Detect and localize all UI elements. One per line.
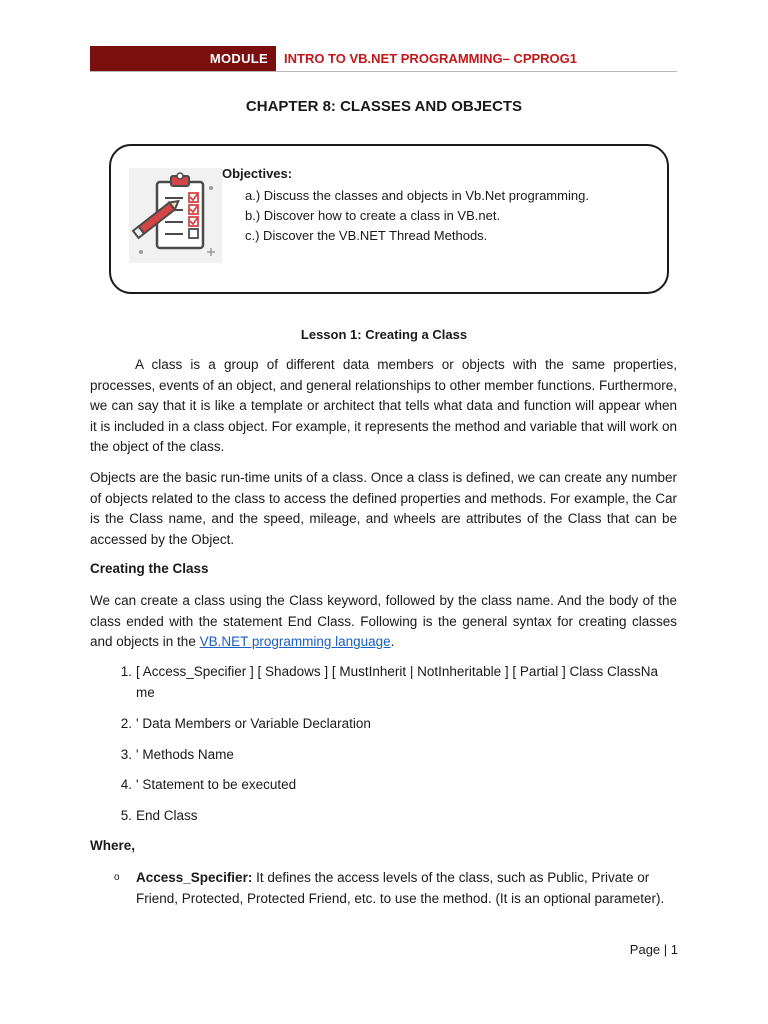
creating-class-heading: Creating the Class xyxy=(90,561,209,576)
paragraph-text: We can create a class using the Class keyword, followed by the class name. And the body of the class ended with the statement End Class. Following is the general syntax for creating classes and objects in the xyxy=(90,593,677,649)
syntax-line xyxy=(90,775,677,796)
list-number: 5. xyxy=(120,808,132,823)
chapter-title: CHAPTER 8: CLASSES AND OBJECTS xyxy=(245,98,523,115)
paragraph-objects-definition: Objects are the basic run-time units of a class. Once a class is defined, we can create any number of objects related to the class to access the defined properties and methods. For example, the Car is the Class name, and the speed, mileage, and wheels are attributes of the Class that can be accessed by the Object. xyxy=(90,470,677,547)
objectives-box xyxy=(109,144,669,294)
objectives-heading: Objectives: xyxy=(222,166,293,181)
list-number: 1. xyxy=(120,664,132,679)
objective-item: b.) Discover how to create a class in VB.net. xyxy=(245,208,501,223)
bullet-description: It defines the access levels of the class, such as Public, Private or Friend, Protected, Protected Friend, etc. to use the method. (It is an optional parameter). xyxy=(136,870,665,906)
hollow-bullet-icon: o xyxy=(114,872,120,883)
lesson-title: Lesson 1: Creating a Class xyxy=(300,327,468,342)
objective-item: a.) Discuss the classes and objects in Vb.Net programming. xyxy=(245,188,589,203)
syntax-line xyxy=(90,714,677,735)
syntax-line xyxy=(90,806,677,827)
syntax-line xyxy=(90,745,677,766)
syntax-text: ' Statement to be executed xyxy=(136,777,297,792)
bullet-text xyxy=(136,868,678,909)
where-heading: Where, xyxy=(90,838,136,853)
syntax-text: ' Data Members or Variable Declaration xyxy=(136,716,371,731)
list-number: 4. xyxy=(120,777,132,792)
vbnet-language-link[interactable]: VB.NET programming language xyxy=(199,634,391,649)
page-number: Page | 1 xyxy=(629,942,678,957)
bullet-term: Access_Specifier: xyxy=(136,870,253,885)
syntax-text: End Class xyxy=(136,808,198,823)
objective-item: c.) Discover the VB.NET Thread Methods. xyxy=(245,228,488,243)
paragraph-class-syntax-intro xyxy=(90,591,677,653)
course-title: INTRO TO VB.NET PROGRAMMING– CPPROG1 xyxy=(284,51,578,66)
syntax-text-wrap: me xyxy=(136,684,155,700)
syntax-line xyxy=(90,662,677,704)
syntax-text-part: [ Access_Specifier ] [ Shadows ] [ MustInherit | NotInheritable ] [ Partial ] Class ClassNa xyxy=(136,664,658,679)
paragraph-text: . xyxy=(390,634,395,649)
list-item xyxy=(90,868,677,910)
syntax-text: ' Methods Name xyxy=(136,747,234,762)
list-number: 2. xyxy=(120,716,132,731)
module-header xyxy=(90,46,677,72)
paragraph-class-definition: A class is a group of different data members or objects with the same properties, processes, events of an object, and general relationships to other member functions. Furthermore, we can say that it is like a template or architect that tells what data and function will appear when it is included in a class object. For example, it represents the method and variable that will work on the object of the class. xyxy=(90,357,677,454)
checklist-clipboard-icon xyxy=(129,168,222,263)
syntax-text xyxy=(136,662,676,703)
module-label: MODULE xyxy=(90,46,276,71)
list-number: 3. xyxy=(120,747,132,762)
